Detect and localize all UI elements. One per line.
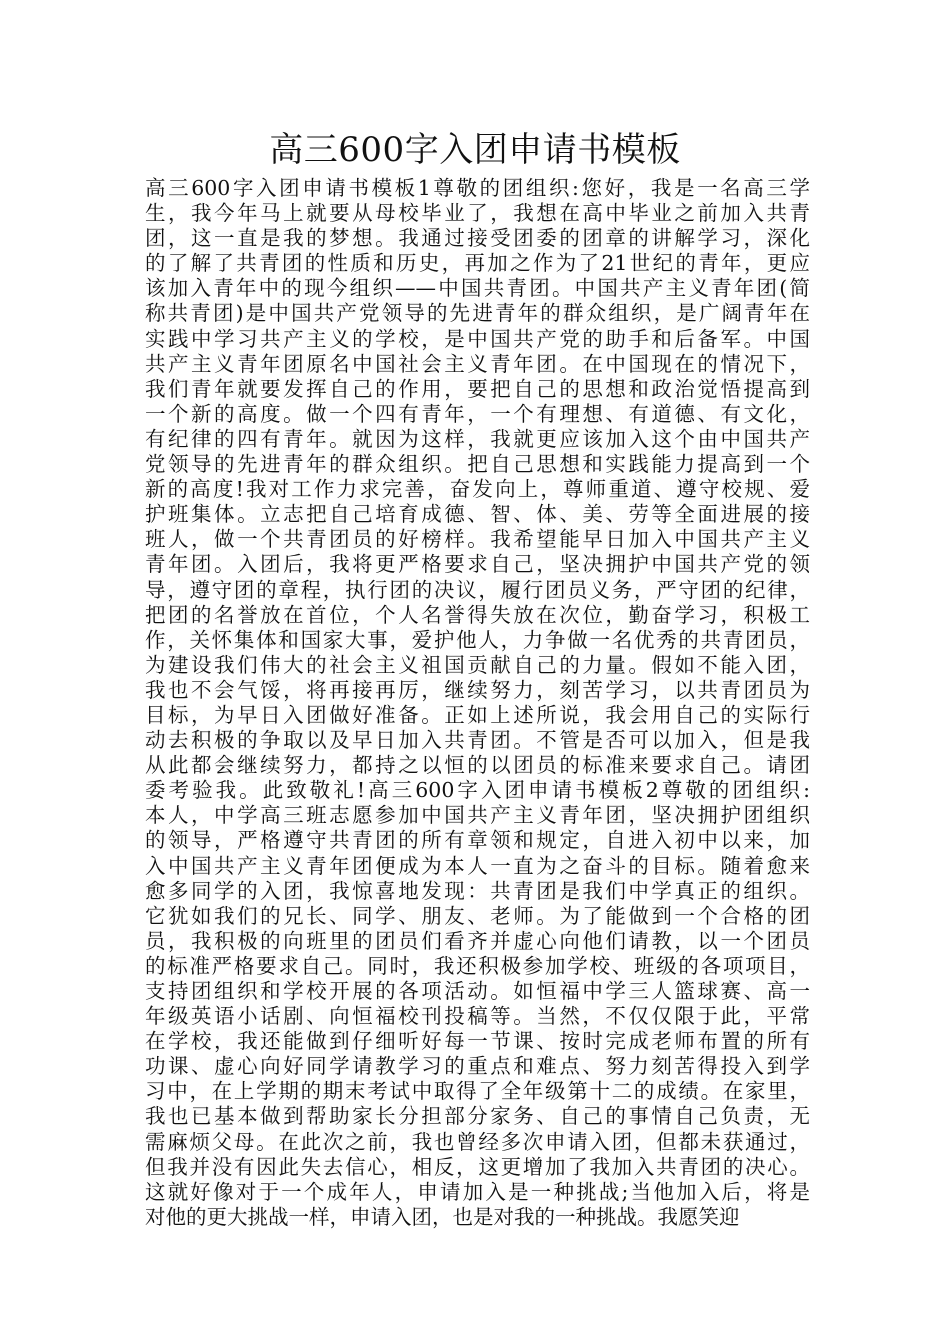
- body-text-line: 我们青年就要发挥自己的作用，要把自己的思想和政治觉悟提高到: [145, 376, 810, 401]
- body-text-line: 为建设我们伟大的社会主义祖国贡献自己的力量。假如不能入团，: [145, 652, 810, 677]
- body-text-line: 从此都会继续努力，都持之以恒的以团员的标准来要求自己。请团: [145, 753, 810, 778]
- body-text-line: 党领导的先进青年的群众组织。把自己思想和实践能力提高到一个: [145, 452, 810, 477]
- body-text-line: 委考验我。此致敬礼!高三600字入团申请书模板2尊敬的团组织:: [145, 778, 810, 803]
- body-text-line: 共产主义青年团原名中国社会主义青年团。在中国现在的情况下，: [145, 351, 810, 376]
- body-text-line: 我也已基本做到帮助家长分担部分家务、自己的事情自己负责，无: [145, 1104, 810, 1129]
- document-title: 高三600字入团申请书模板: [269, 130, 681, 170]
- body-text-line: 我也不会气馁，将再接再厉，继续努力，刻苦学习，以共青团员为: [145, 677, 810, 702]
- body-text-line: 护班集体。立志把自己培育成德、智、体、美、劳等全面进展的接: [145, 502, 810, 527]
- body-text-line: 一个新的高度。做一个四有青年，一个有理想、有道德、有文化，: [145, 401, 810, 426]
- body-text-line: 这就好像对于一个成年人，申请加入是一种挑战;当他加入后，将是: [145, 1179, 810, 1204]
- body-text-line: 目标，为早日入团做好准备。正如上述所说，我会用自己的实际行: [145, 702, 810, 727]
- body-text-line: 有纪律的四有青年。就因为这样，我就更应该加入这个由中国共产: [145, 426, 810, 451]
- body-text-line: 的标准严格要求自己。同时，我还积极参加学校、班级的各项项目，: [145, 953, 810, 978]
- body-text-line: 它犹如我们的兄长、同学、朋友、老师。为了能做到一个合格的团: [145, 903, 810, 928]
- body-text-line: 实践中学习共产主义的学校，是中国共产党的助手和后备军。中国: [145, 326, 810, 351]
- body-text-line: 入中国共产主义青年团便成为本人一直为之奋斗的目标。随着愈来: [145, 853, 810, 878]
- body-text-line: 作，关怀集体和国家大事，爱护他人，力争做一名优秀的共青团员，: [145, 627, 810, 652]
- body-text-line: 习中，在上学期的期末考试中取得了全年级第十二的成绩。在家里，: [145, 1079, 810, 1104]
- body-text-line: 员，我积极的向班里的团员们看齐并虚心向他们请教，以一个团员: [145, 928, 810, 953]
- body-text-line: 动去积极的争取以及早日加入共青团。不管是否可以加入，但是我: [145, 728, 810, 753]
- body-text-line: 功课、虚心向好同学请教学习的重点和难点、努力刻苦得投入到学: [145, 1054, 810, 1079]
- body-text-line: 需麻烦父母。在此次之前，我也曾经多次申请入团，但都未获通过，: [145, 1129, 810, 1154]
- body-text-line: 新的高度!我对工作力求完善，奋发向上，尊师重道、遵守校规、爱: [145, 477, 810, 502]
- body-text-line: 本人，中学高三班志愿参加中国共产主义青年团，坚决拥护团组织: [145, 803, 810, 828]
- body-text-line: 愈多同学的入团，我惊喜地发现：共青团是我们中学真正的组织。: [145, 878, 810, 903]
- body-text-line: 班人，做一个共青团员的好榜样。我希望能早日加入中国共产主义: [145, 527, 810, 552]
- body-text-line: 的领导，严格遵守共青团的所有章领和规定，自进入初中以来，加: [145, 828, 810, 853]
- document-body: [145, 176, 810, 1230]
- body-text-line: 导，遵守团的章程，执行团的决议，履行团员义务，严守团的纪律，: [145, 577, 810, 602]
- body-text-line: 对他的更大挑战一样，申请入团，也是对我的一种挑战。我愿笑迎: [145, 1204, 740, 1229]
- body-text-line: 把团的名誉放在首位，个人名誉得失放在次位，勤奋学习，积极工: [145, 602, 810, 627]
- body-text-line: 生，我今年马上就要从母校毕业了，我想在高中毕业之前加入共青: [145, 201, 810, 226]
- body-text-line: 称共青团)是中国共产党领导的先进青年的群众组织，是广阔青年在: [145, 301, 810, 326]
- body-text-line: 该加入青年中的现今组织——中国共青团。中国共产主义青年团(简: [145, 276, 810, 301]
- body-text-line: 青年团。入团后，我将更严格要求自己，坚决拥护中国共产党的领: [145, 552, 810, 577]
- body-text-line: 高三600字入团申请书模板1尊敬的团组织:您好，我是一名高三学: [145, 176, 810, 200]
- body-text-line: 但我并没有因此失去信心，相反，这更增加了我加入共青团的决心。: [145, 1154, 810, 1179]
- body-text-line: 年级英语小话剧、向恒福校刊投稿等。当然，不仅仅限于此，平常: [145, 1004, 810, 1029]
- body-text-line: 的了解了共青团的性质和历史，再加之作为了21世纪的青年，更应: [145, 251, 810, 276]
- body-text-line: 支持团组织和学校开展的各项活动。如恒福中学三人篮球赛、高一: [145, 979, 810, 1003]
- body-text-line: 在学校，我还能做到仔细听好每一节课、按时完成老师布置的所有: [145, 1029, 810, 1054]
- body-text-line: 团，这一直是我的梦想。我通过接受团委的团章的讲解学习，深化: [145, 226, 810, 251]
